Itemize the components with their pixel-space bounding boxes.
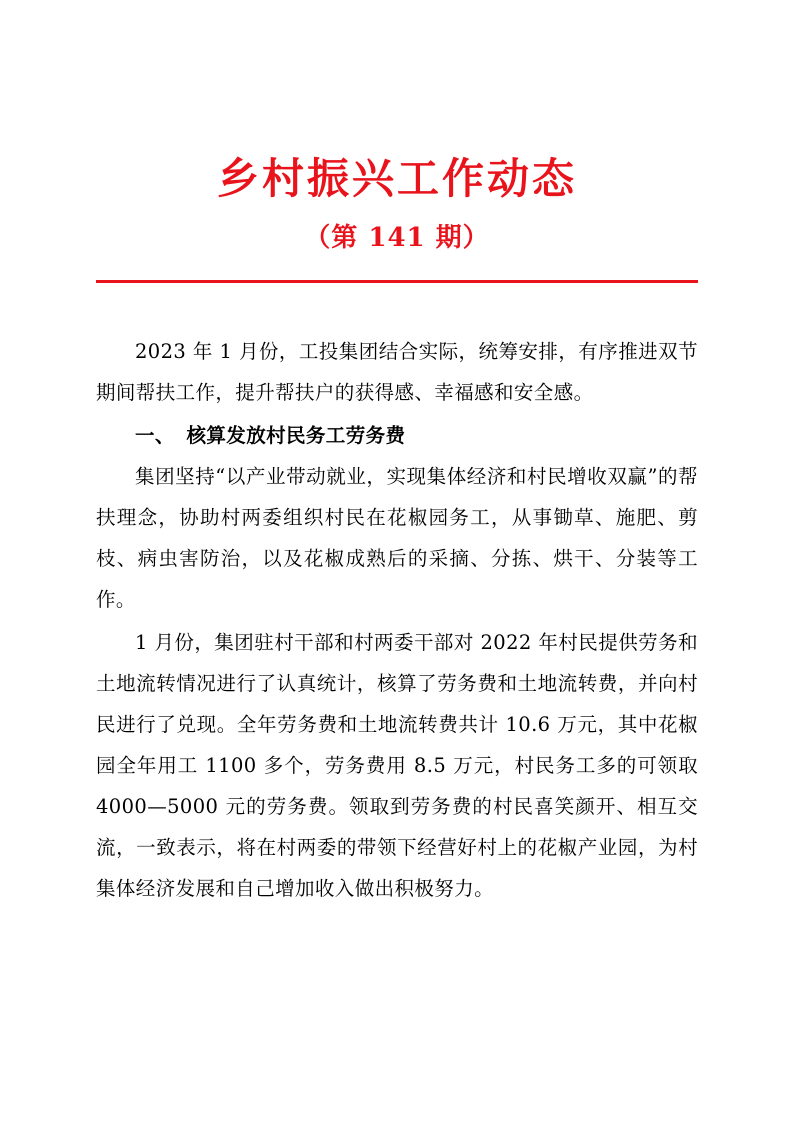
document-body: [96, 331, 698, 909]
paragraph-philosophy: 集团坚持“以产业带动就业，实现集体经济和村民增收双赢”的帮扶理念，协助村两委组织村民在花椒园务工，从事锄草、施肥、剪枝、病虫害防治，以及花椒成熟后的采摘、分拣、烘干、分装等工作。: [96, 465, 698, 612]
masthead: [96, 0, 698, 283]
section-number: 一、: [135, 424, 175, 448]
section-title: 核算发放村民务工劳务费: [186, 424, 406, 448]
paragraph-payment: 1 月份，集团驻村干部和村两委干部对 2022 年村民提供劳务和土地流转情况进行了认真统计，核算了劳务费和土地流转费，并向村民进行了兑现。全年劳务费和土地流转费共计 10.6 万元，其中花椒园全年用工 1100 多个，劳务费用 8.5 万元，村民务工多的可领取 4000—5000 元的劳务费。领取到劳务费的村民喜笑颜开、相互交流，一致表示，将在村两委的带领下经营好村上的花椒产业园，为村集体经济发展和自己增加收入做出积极努力。: [96, 631, 698, 901]
paragraph-intro: 2023 年 1 月份，工投集团结合实际，统筹安排，有序推进双节期间帮扶工作，提升帮扶户的获得感、幸福感和安全感。: [96, 340, 698, 405]
red-divider: [96, 280, 698, 283]
page-title: 乡村振兴工作动态: [216, 154, 577, 203]
section-heading-1: [96, 415, 698, 456]
issue-number: （第 141 期）: [304, 223, 490, 254]
